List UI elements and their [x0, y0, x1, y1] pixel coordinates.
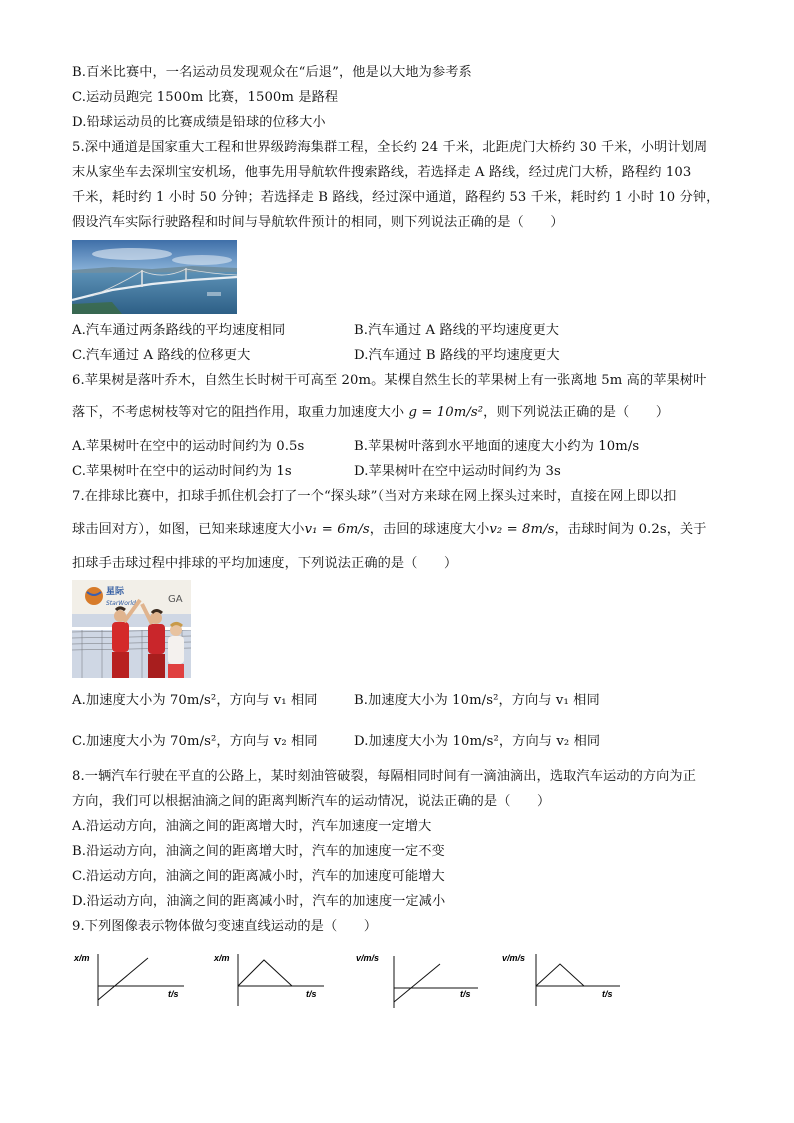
q6-stem-line2 — [72, 404, 669, 422]
q7-stem-text-c: ，击球时间为 0.2s，关于 — [554, 522, 707, 537]
q6-option-d: D.苹果树叶在空中运动时间约为 3s — [354, 464, 561, 479]
bridge-photo — [72, 240, 237, 314]
q8-option-a: A.沿运动方向，油滴之间的距离增大时，汽车加速度一定增大 — [72, 819, 432, 834]
q9-stem: 9.下列图像表示物体做匀变速直线运动的是（ ） — [72, 919, 378, 934]
graph-c — [354, 948, 484, 1012]
q7-v2-formula: v₂ = 8m/s — [489, 522, 555, 537]
q6-gravity-formula: g = 10m/s² — [408, 405, 484, 420]
q4-option-b: B.百米比赛中，一名运动员发现观众在“后退”，他是以大地为参考系 — [72, 65, 472, 80]
q7-stem-line1: 7.在排球比赛中，扣球手抓住机会打了一个“探头球”（当对方来球在网上探头过来时，直接在网上即以扣 — [72, 489, 677, 504]
graph-a — [70, 948, 190, 1008]
q6-stem-line1: 6.苹果树是落叶乔木，自然生长时树干可高至 20m。某棵自然生长的苹果树上有一张离地 5m 高的苹果树叶 — [72, 373, 707, 388]
q5-stem-line2: 末从家坐车去深圳宝安机场，他事先用导航软件搜索路线，若选择走 A 路线，经过虎门大桥，路程约 103 — [72, 165, 692, 180]
q7-stem-text-a: 球击回对方），如图，已知来球速度大小 — [72, 522, 305, 537]
q8-option-d: D.沿运动方向，油滴之间的距离减小时，汽车的加速度一定减小 — [72, 894, 446, 909]
graph-b-ylabel: x/m — [214, 953, 230, 963]
banner-text-2: StarWorld — [106, 600, 136, 607]
q5-stem-line4: 假设汽车实际行驶路程和时间与导航软件预计的相同，则下列说法正确的是（ ） — [72, 215, 564, 230]
q4-option-c: C.运动员跑完 1500m 比赛，1500m 是路程 — [72, 90, 339, 105]
q5-option-a: A.汽车通过两条路线的平均速度相同 — [72, 323, 286, 338]
q6-stem-text-a: 落下，不考虑树枝等对它的阻挡作用，取重力加速度大小 — [72, 405, 409, 420]
q6-option-a: A.苹果树叶在空中的运动时间约为 0.5s — [72, 439, 305, 454]
q6-stem-text-b: ，则下列说法正确的是（ ） — [483, 405, 670, 420]
q7-stem-line3: 扣球手击球过程中排球的平均加速度，下列说法正确的是（ ） — [72, 556, 458, 571]
q7-stem-line2 — [72, 521, 707, 539]
q7-option-a: A.加速度大小为 70m/s²，方向与 v₁ 相同 — [72, 693, 318, 708]
graph-d-ylabel: v/m/s — [502, 953, 526, 963]
q7-option-c: C.加速度大小为 70m/s²，方向与 v₂ 相同 — [72, 734, 318, 749]
q8-option-c: C.沿运动方向，油滴之间的距离减小时，汽车的加速度可能增大 — [72, 869, 445, 884]
q6-option-c: C.苹果树叶在空中的运动时间约为 1s — [72, 464, 292, 479]
q8-stem-line1: 8.一辆汽车行驶在平直的公路上，某时刻油管破裂，每隔相同时间有一滴油滴出，选取汽车运动的方向为正 — [72, 769, 697, 784]
graph-c-ylabel: v/m/s — [356, 953, 380, 963]
graph-c-xlabel: t/s — [460, 989, 471, 999]
q7-v1-formula: v₁ = 6m/s — [304, 522, 370, 537]
q5-stem-line3: 千米，耗时约 1 小时 50 分钟；若选择走 B 路线，经过深中通道，路程约 53 千米，耗时约 1 小时 10 分钟， — [72, 190, 720, 205]
graph-b-xlabel: t/s — [306, 989, 317, 999]
volleyball-photo — [72, 580, 191, 678]
graph-a-ylabel: x/m — [74, 953, 90, 963]
graph-d — [496, 948, 626, 1008]
q4-option-d: D.铅球运动员的比赛成绩是铅球的位移大小 — [72, 115, 326, 130]
q7-option-b: B.加速度大小为 10m/s²，方向与 v₁ 相同 — [354, 693, 600, 708]
q5-option-b: B.汽车通过 A 路线的平均速度更大 — [354, 323, 560, 338]
q5-stem-line1: 5.深中通道是国家重大工程和世界级跨海集群工程，全长约 24 千米，北距虎门大桥约 30 千米，小明计划周 — [72, 140, 708, 155]
banner-text-1: 星际 — [106, 587, 125, 597]
q6-option-b: B.苹果树叶落到水平地面的速度大小约为 10m/s — [354, 439, 640, 454]
q8-option-b: B.沿运动方向，油滴之间的距离增大时，汽车的加速度一定不变 — [72, 844, 445, 859]
q8-stem-line2: 方向，我们可以根据油滴之间的距离判断汽车的运动情况，说法正确的是（ ） — [72, 794, 551, 809]
graph-a-xlabel: t/s — [168, 989, 179, 999]
q7-option-d: D.加速度大小为 10m/s²，方向与 v₂ 相同 — [354, 734, 601, 749]
graph-d-xlabel: t/s — [602, 989, 613, 999]
graph-b — [212, 948, 332, 1008]
q5-option-d: D.汽车通过 B 路线的平均速度更大 — [354, 348, 560, 363]
q5-option-c: C.汽车通过 A 路线的位移更大 — [72, 348, 251, 363]
banner-text-3: GA — [168, 594, 183, 605]
q7-stem-text-b: ，击回的球速度大小 — [369, 522, 490, 537]
